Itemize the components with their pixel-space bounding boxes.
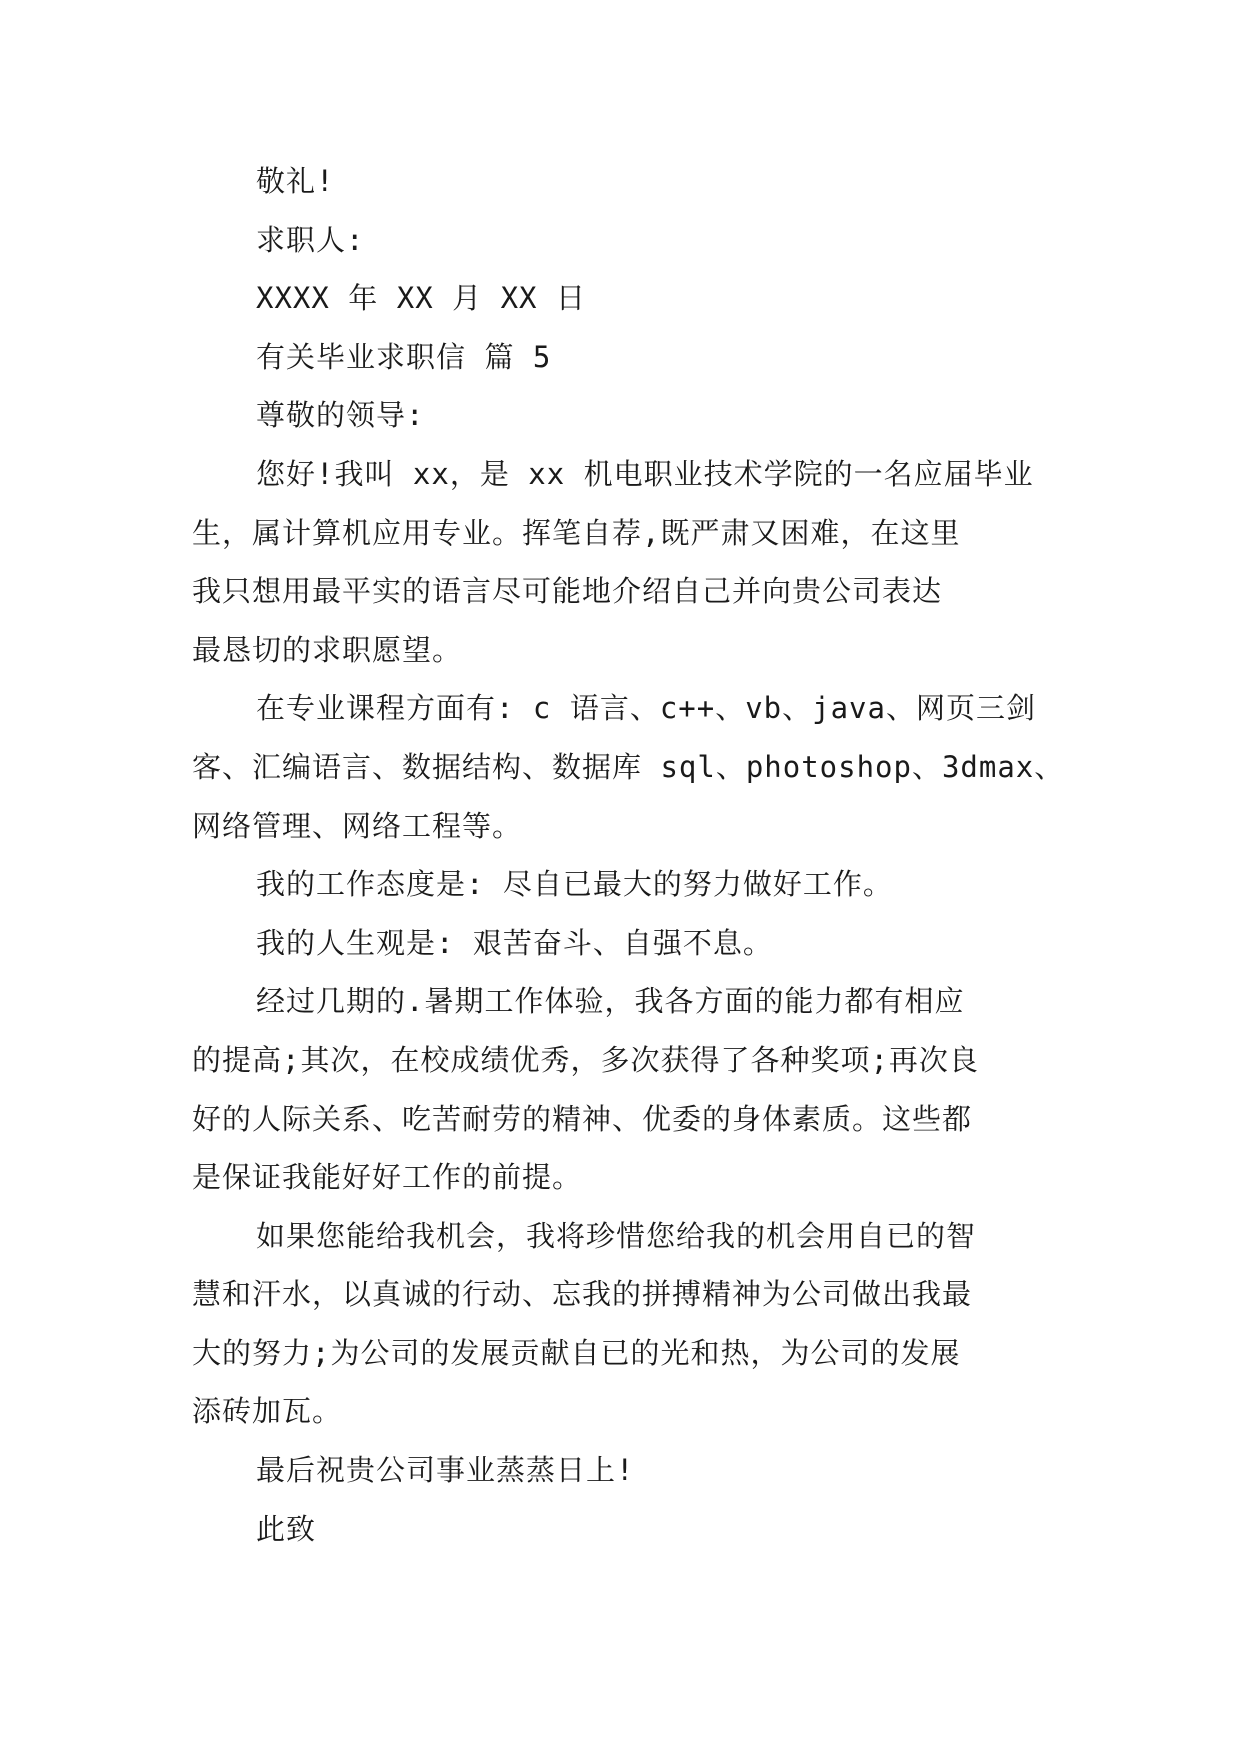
text-line: 是保证我能好好工作的前提。 <box>192 1160 583 1195</box>
paragraph-courses <box>192 679 1065 855</box>
paragraph-opportunity <box>192 1207 1058 1441</box>
text-line: 最恳切的求职愿望。 <box>192 632 463 667</box>
text-line: 经过几期的.暑期工作体验，我各方面的能力都有相应 <box>256 984 965 1019</box>
paragraph-intro <box>192 445 1058 679</box>
paragraph-experience <box>192 972 1058 1206</box>
text-line: 客、汇编语言、数据结构、数据库 sql、photoshop、3dmax、 <box>192 749 1065 784</box>
section-title: 有关毕业求职信 篇 5 <box>256 339 552 374</box>
date-line: XXXX 年 XX 月 XX 日 <box>256 281 586 316</box>
paragraph-life-view: 我的人生观是: 艰苦奋斗、自强不息。 <box>256 925 773 960</box>
text-line: 网络管理、网络工程等。 <box>192 808 523 843</box>
closing-phrase: 此致 <box>256 1511 317 1546</box>
text-line: 您好!我叫 xx，是 xx 机电职业技术学院的一名应届毕业 <box>256 456 1034 491</box>
closing-salute: 敬礼! <box>256 164 335 198</box>
paragraph-wishes: 最后祝贵公司事业蒸蒸日上! <box>256 1453 635 1488</box>
text-line: 慧和汗水，以真诚的行动、忘我的拼搏精神为公司做出我最 <box>192 1277 973 1312</box>
document-page <box>192 152 1065 1558</box>
paragraph-work-attitude: 我的工作态度是: 尽自已最大的努力做好工作。 <box>256 867 893 902</box>
text-line: 如果您能给我机会，我将珍惜您给我的机会用自已的智 <box>256 1218 977 1253</box>
greeting: 尊敬的领导: <box>256 398 425 433</box>
text-line: 添砖加瓦。 <box>192 1394 343 1429</box>
text-line: 好的人际关系、吃苦耐劳的精神、优委的身体素质。这些都 <box>192 1101 973 1136</box>
text-line: 生，属计算机应用专业。挥笔自荐,既严肃又困难，在这里 <box>192 515 961 550</box>
text-line: 的提高;其次，在校成绩优秀，多次获得了各种奖项;再次良 <box>192 1042 979 1077</box>
text-line: 我只想用最平实的语言尽可能地介绍自己并向贵公司表达 <box>192 574 943 609</box>
text-line: 在专业课程方面有: c 语言、c++、vb、java、网页三剑 <box>256 691 1036 726</box>
text-line: 大的努力;为公司的发展贡献自已的光和热，为公司的发展 <box>192 1335 961 1370</box>
applicant-label: 求职人: <box>256 222 365 257</box>
